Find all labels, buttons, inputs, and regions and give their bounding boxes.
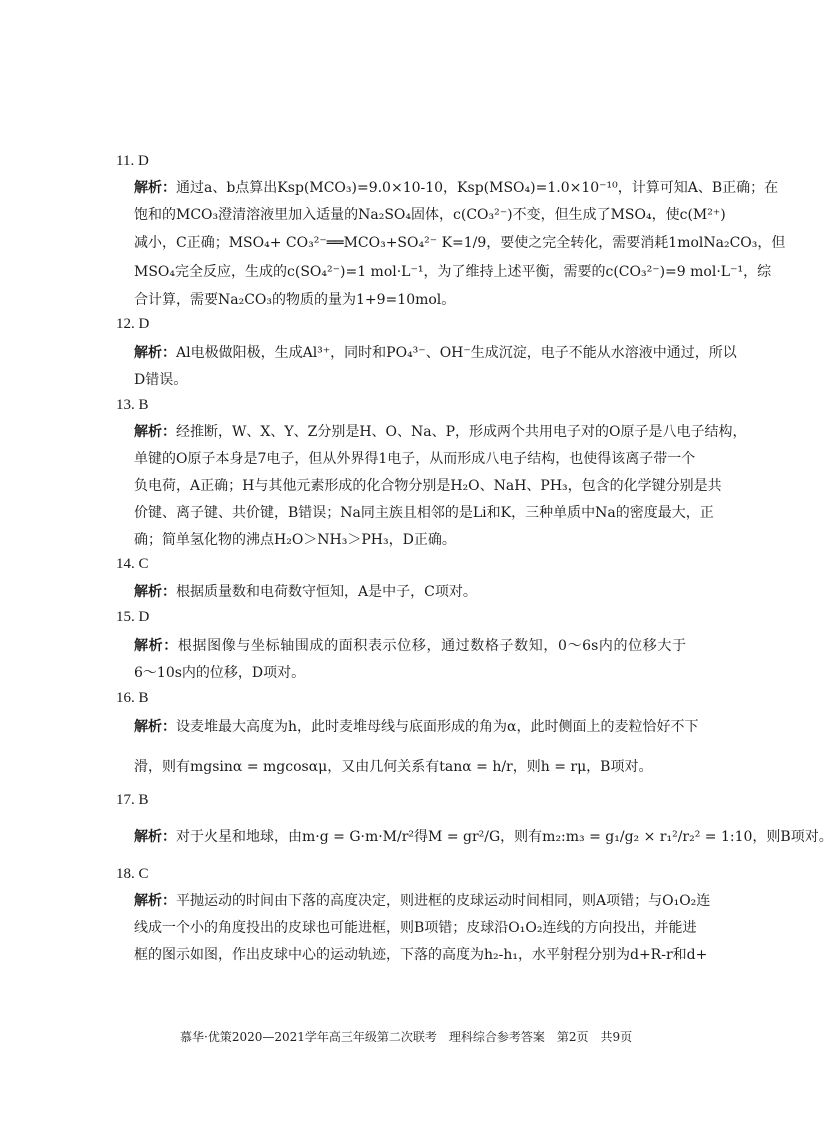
question-13-line-5: 确；简单氢化物的沸点H₂O＞NH₃＞PH₃，D正确。	[134, 532, 456, 548]
question-11-line-3: 减小，C正确；MSO₄+ CO₃²⁻══MCO₃+SO₄²⁻ K=1/9，要使之完全转化，需要消耗1molNa₂CO₃，但	[134, 235, 786, 251]
question-14-number: 14. C	[116, 556, 149, 572]
question-12-line-1: 解析：Al电极做阳极，生成Al³⁺，同时和PO₄³⁻、OH⁻生成沉淀，电子不能从水溶液中通过，所以	[134, 345, 737, 361]
analysis-label: 解析：	[134, 638, 178, 654]
question-11-number: 11. D	[116, 153, 149, 169]
question-18-number: 18. C	[116, 866, 149, 882]
question-16-number: 16. B	[116, 690, 149, 706]
question-11-line-5: 合计算，需要Na₂CO₃的物质的量为1+9=10mol。	[134, 292, 456, 308]
analysis-label: 解析：	[134, 584, 176, 600]
question-17-number: 17. B	[116, 792, 149, 808]
question-13-line-4: 价键、离子键、共价键，B错误；Na同主族且相邻的是Li和K，三种单质中Na的密度最大，正	[134, 505, 714, 521]
analysis-label: 解析：	[134, 180, 176, 196]
question-11-line-2: 饱和的MCO₃澄清溶液里加入适量的Na₂SO₄固体，c(CO₃²⁻)不变，但生成了MSO₄，使c(M²⁺)	[134, 207, 726, 223]
question-13-line-1: 解析：经推断，W、X、Y、Z分别是H、O、Na、P，形成两个共用电子对的O原子是八电子结构，	[134, 424, 747, 440]
question-13-number: 13. B	[116, 397, 149, 413]
question-15-line-2: 6～10s内的位移，D项对。	[134, 665, 306, 681]
question-15-line-1: 解析：根据图像与坐标轴围成的面积表示位移，通过数格子数知，0～6s内的位移大于	[134, 638, 687, 654]
question-18-line-2: 线成一个小的角度投出的皮球也可能进框，则B项错；皮球沿O₁O₂连线的方向投出，并能进	[134, 920, 697, 936]
analysis-label: 解析：	[134, 893, 176, 909]
question-11-line-1: 解析：通过a、b点算出Ksp(MCO₃)=9.0×10-10，Ksp(MSO₄)=1.0×10⁻¹⁰，计算可知A、B正确；在	[134, 180, 779, 196]
question-18-line-3: 框的图示如图，作出皮球中心的运动轨迹，下落的高度为h₂-h₁，水平射程分别为d+R-r和d+	[134, 947, 708, 963]
analysis-label: 解析：	[134, 345, 176, 361]
question-15-number: 15. D	[116, 609, 150, 625]
analysis-label: 解析：	[134, 719, 176, 735]
question-16-line-2: 滑，则有mgsinα = mgcosαμ，又由几何关系有tanα = h/r，则h = rμ，B项对。	[134, 759, 653, 775]
question-16-line-1: 解析：设麦堆最大高度为h，此时麦堆母线与底面形成的角为α，此时侧面上的麦粒恰好不下	[134, 719, 699, 735]
page-footer: 慕华·优策2020—2021学年高三年级第二次联考 理科综合参考答案 第2页 共9页	[180, 1030, 633, 1044]
question-13-line-2: 单键的O原子本身是7电子，但从外界得1电子，从而形成八电子结构，也使得该离子带一个	[134, 451, 696, 467]
analysis-label: 解析：	[134, 424, 176, 440]
question-13-line-3: 负电荷，A正确；H与其他元素形成的化合物分别是H₂O、NaH、PH₃，包含的化学键分别是共	[134, 478, 722, 494]
analysis-label: 解析：	[134, 829, 176, 845]
question-17-line-1: 解析：对于火星和地球，由m·g = G·m·M/r²得M = gr²/G，则有m₂:m₃ = g₁/g₂ × r₁²/r₂² = 1:10，则B项对。	[134, 829, 833, 845]
question-11-line-4: MSO₄完全反应，生成的c(SO₄²⁻)=1 mol·L⁻¹，为了维持上述平衡，需要的c(CO₃²⁻)=9 mol·L⁻¹，综	[134, 264, 772, 280]
question-18-line-1: 解析：平抛运动的时间由下落的高度决定，则进框的皮球运动时间相同，则A项错；与O₁O₂连	[134, 893, 711, 909]
question-12-line-2: D错误。	[134, 372, 188, 388]
question-12-number: 12. D	[116, 316, 150, 332]
question-14-line-1: 解析：根据质量数和电荷数守恒知，A是中子，C项对。	[134, 584, 477, 600]
